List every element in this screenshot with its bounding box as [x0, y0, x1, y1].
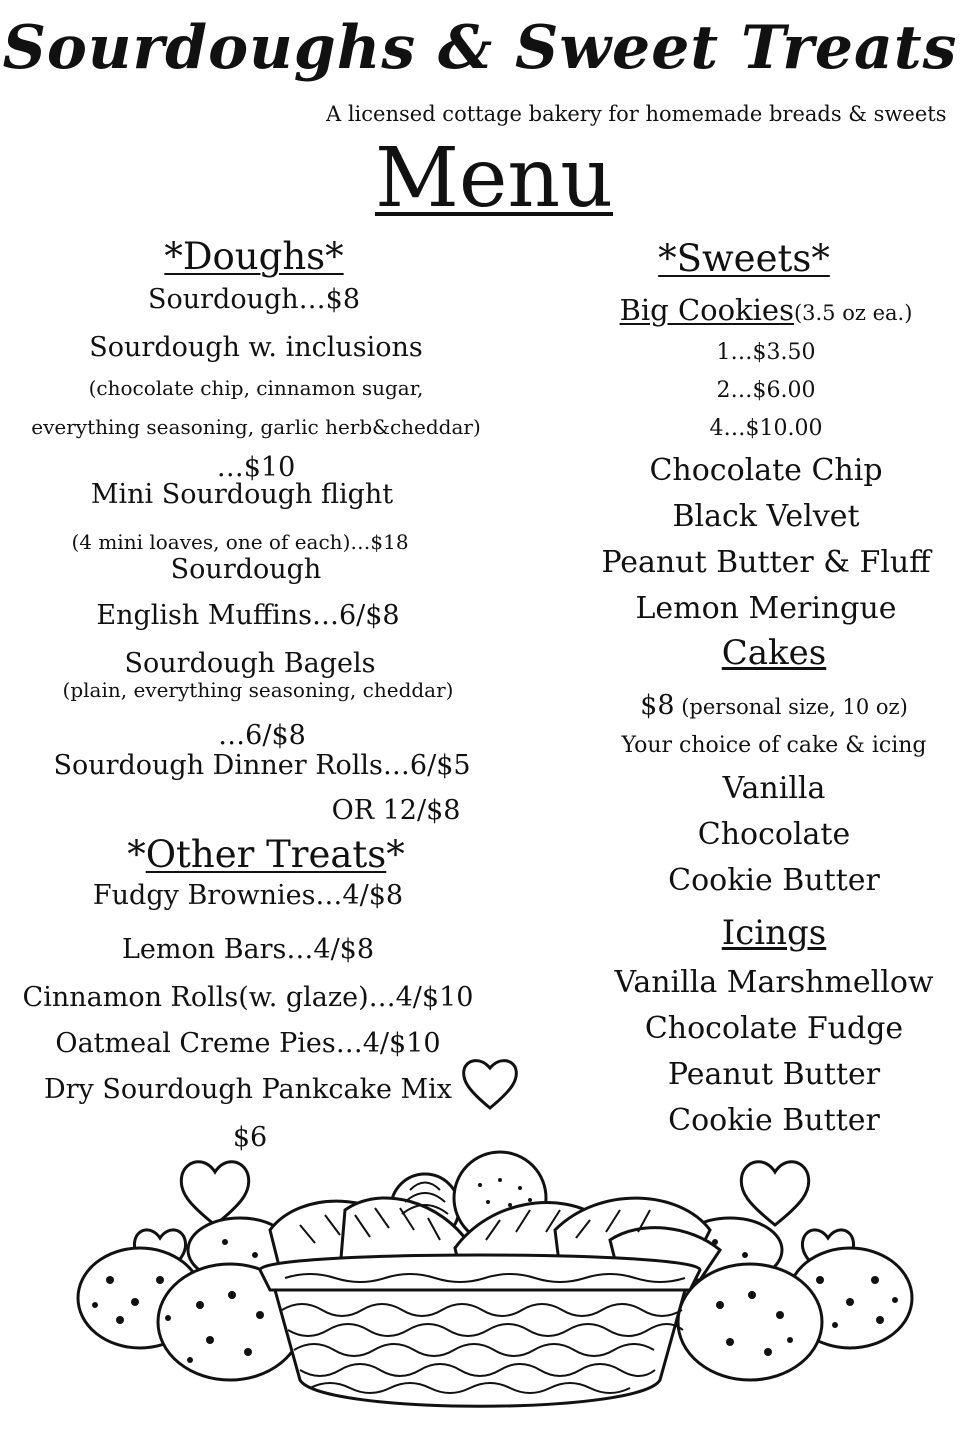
menu-item-cinnamon-rolls: Cinnamon Rolls(w. glaze)…4/$10 — [22, 982, 474, 1013]
cookie-price-2: 2…$6.00 — [716, 378, 816, 403]
bakery-title: Sourdoughs & Sweet Treats — [2, 13, 958, 83]
cookie-illustration — [78, 1218, 302, 1380]
cookie-flavor: Black Velvet — [672, 499, 860, 534]
menu-title: Menu — [374, 131, 614, 226]
menu-item-dinner-rolls: Sourdough Dinner Rolls…6/$5 — [53, 750, 471, 781]
big-cookies-heading-wrap — [619, 293, 913, 327]
dinner-rolls-alt-price: OR 12/$8 — [331, 795, 461, 826]
star-glyph: * — [127, 833, 146, 876]
big-cookies-heading: Big Cookies — [619, 293, 794, 327]
menu-item-sourdough-inclusions: Sourdough w. inclusions — [89, 332, 423, 363]
cookie-flavor: Lemon Meringue — [635, 591, 897, 626]
icing-flavor: Chocolate Fudge — [644, 1011, 904, 1046]
inclusions-note-line-1: (chocolate chip, cinnamon sugar, — [88, 376, 424, 400]
menu-item-lemon-bars: Lemon Bars…4/$8 — [121, 934, 375, 965]
cookie-flavor: Chocolate Chip — [649, 453, 883, 488]
cakes-heading: Cakes — [721, 633, 827, 673]
doughs-heading: *Doughs* — [164, 235, 344, 278]
cakes-note: (personal size, 10 oz) — [674, 695, 908, 719]
heart-icon — [181, 1162, 249, 1225]
inclusions-price: …$10 — [216, 452, 296, 483]
menu-item-bagels: Sourdough Bagels — [124, 648, 376, 679]
bakery-tagline: A licensed cottage bakery for homemade breads & sweets — [326, 102, 947, 126]
menu-item-brownies: Fudgy Brownies…4/$8 — [92, 880, 404, 911]
other-treats-heading: Other Treats — [145, 833, 387, 876]
cookie-price-4: 4…$10.00 — [709, 416, 823, 441]
menu-item-sourdough: Sourdough…$8 — [147, 284, 361, 315]
cakes-choice: Your choice of cake & icing — [621, 733, 927, 758]
icing-flavor: Vanilla Marshmellow — [614, 965, 934, 1000]
sweets-heading: *Sweets* — [658, 237, 830, 280]
heart-icon — [741, 1162, 809, 1225]
heart-icon — [458, 1050, 522, 1114]
menu-item-creme-pies: Oatmeal Creme Pies…4/$10 — [55, 1028, 441, 1059]
bagels-note: (plain, everything seasoning, cheddar) — [62, 678, 454, 702]
cookie-price-1: 1…$3.50 — [716, 340, 816, 365]
big-cookies-note: (3.5 oz ea.) — [793, 301, 913, 325]
bagels-price: …6/$8 — [218, 720, 306, 751]
cookie-flavor: Peanut Butter & Fluff — [601, 545, 931, 580]
star-glyph: * — [386, 833, 405, 876]
menu-item-english-muffins-line-2: English Muffins…6/$8 — [96, 600, 400, 631]
mini-flight-note: (4 mini loaves, one of each)…$18 — [71, 530, 409, 554]
cake-flavor: Vanilla — [722, 771, 826, 806]
icing-flavor: Peanut Butter — [667, 1057, 881, 1092]
cake-flavor: Chocolate — [697, 817, 851, 852]
icings-heading: Icings — [721, 913, 827, 953]
menu-item-mini-flight: Mini Sourdough flight — [90, 479, 394, 510]
inclusions-note-line-2: everything seasoning, garlic herb&cheddar) — [31, 415, 481, 439]
icing-flavor: Cookie Butter — [668, 1103, 880, 1138]
bread-basket-illustration — [0, 1130, 960, 1440]
other-treats-heading-wrap — [127, 833, 405, 876]
cake-flavor: Cookie Butter — [668, 863, 880, 898]
menu-item-pancake-mix: Dry Sourdough Pankcake Mix — [43, 1074, 453, 1105]
cakes-price-wrap — [640, 692, 908, 719]
menu-item-english-muffins-line-1: Sourdough — [170, 554, 322, 585]
cakes-price: $8 — [640, 690, 675, 721]
pancake-mix-price: $6 — [232, 1122, 268, 1153]
